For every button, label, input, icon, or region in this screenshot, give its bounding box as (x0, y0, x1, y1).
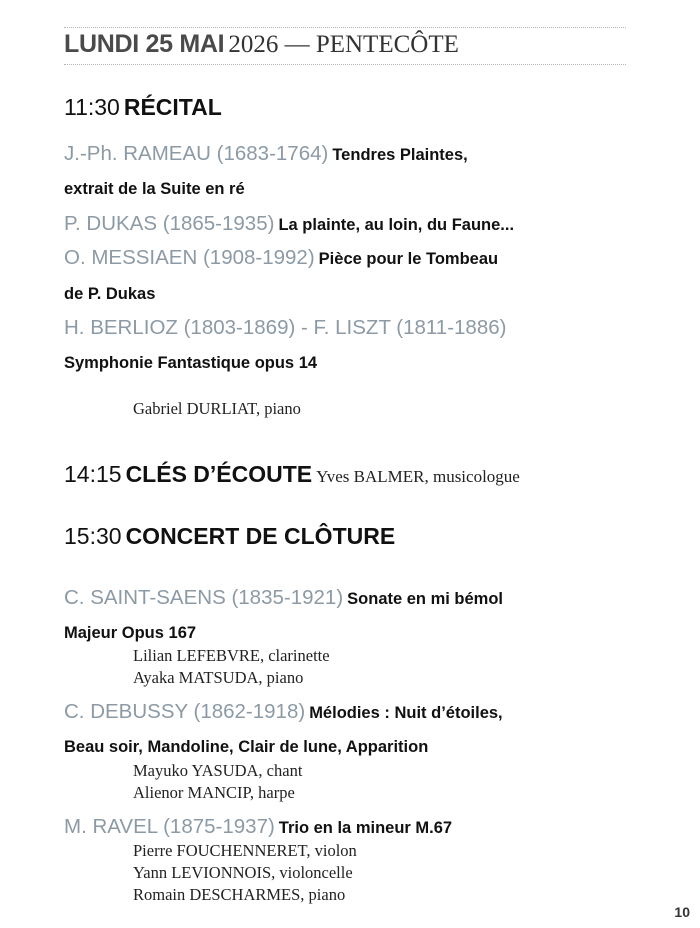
header-year: 2026 — PENTECÔTE (228, 31, 459, 58)
work-title: de P. Dukas (64, 285, 156, 303)
performer (133, 863, 353, 883)
section-title: CONCERT DE CLÔTURE (125, 523, 396, 549)
performer-name: Alienor MANCIP, harpe (133, 783, 295, 802)
section-heading-concert (64, 523, 395, 550)
work-title: extrait de la Suite en ré (64, 180, 245, 198)
performer (133, 761, 302, 781)
program-item (64, 700, 503, 724)
program-item (64, 815, 452, 839)
work-title: Mélodies : Nuit d’étoiles, (309, 704, 503, 722)
work-title: Tendres Plaintes, (332, 146, 468, 164)
header-rule-top (64, 27, 626, 28)
program-item (64, 212, 514, 236)
composer-name: J.-Ph. RAMEAU (1683-1764) (64, 142, 329, 165)
work-title: Beau soir, Mandoline, Clair de lune, Apparition (64, 738, 429, 756)
work-title-continued (64, 354, 317, 373)
section-time: 14:15 (64, 461, 122, 487)
program-item (64, 246, 498, 270)
performer-name: Lilian LEFEBVRE, clarinette (133, 646, 330, 665)
performer-name: Gabriel DURLIAT, piano (133, 399, 301, 418)
work-title: Symphonie Fantastique opus 14 (64, 354, 318, 372)
performer-name: Pierre FOUCHENNERET, violon (133, 841, 357, 860)
composer-name: C. DEBUSSY (1862-1918) (64, 700, 306, 723)
work-title: Pièce pour le Tombeau (318, 250, 499, 268)
performer-name: Ayaka MATSUDA, piano (133, 668, 304, 687)
work-title: Trio en la mineur M.67 (278, 819, 453, 837)
work-title: Majeur Opus 167 (64, 624, 197, 642)
performer (133, 668, 303, 688)
section-time: 11:30 (64, 94, 120, 120)
program-item (64, 316, 506, 340)
performer-name: Romain DESCHARMES, piano (133, 885, 346, 904)
section-title: RÉCITAL (123, 94, 222, 120)
page-number: 10 (674, 904, 690, 920)
performer (133, 646, 330, 666)
section-heading-recital (64, 94, 222, 121)
program-item (64, 586, 503, 610)
performer (133, 885, 345, 905)
work-title-continued (64, 180, 245, 199)
performer (133, 399, 301, 419)
program-item (64, 142, 468, 166)
performer (133, 841, 357, 861)
performer-name: Mayuko YASUDA, chant (133, 761, 303, 780)
speaker-name: Yves BALMER, musicologue (316, 467, 520, 486)
page-header (64, 30, 459, 59)
composer-name: O. MESSIAEN (1908-1992) (64, 246, 315, 269)
work-title: Sonate en mi bémol (347, 590, 504, 608)
composer-name: C. SAINT-SAENS (1835-1921) (64, 586, 344, 609)
composer-name: P. DUKAS (1865-1935) (64, 212, 275, 235)
section-heading-cles-ecoute (64, 461, 520, 488)
header-day: LUNDI 25 MAI (64, 30, 225, 58)
work-title-continued (64, 738, 428, 757)
performer (133, 783, 295, 803)
composer-name: M. RAVEL (1875-1937) (64, 815, 275, 838)
section-time: 15:30 (64, 523, 122, 549)
performer-name: Yann LEVIONNOIS, violoncelle (133, 863, 353, 882)
work-title-continued (64, 624, 196, 643)
work-title: La plainte, au loin, du Faune... (278, 216, 515, 234)
section-title: CLÉS D’ÉCOUTE (125, 461, 313, 487)
work-title-continued (64, 285, 155, 304)
composer-name: H. BERLIOZ (1803-1869) - F. LISZT (1811-1886) (64, 316, 507, 339)
header-rule-bottom (64, 64, 626, 65)
